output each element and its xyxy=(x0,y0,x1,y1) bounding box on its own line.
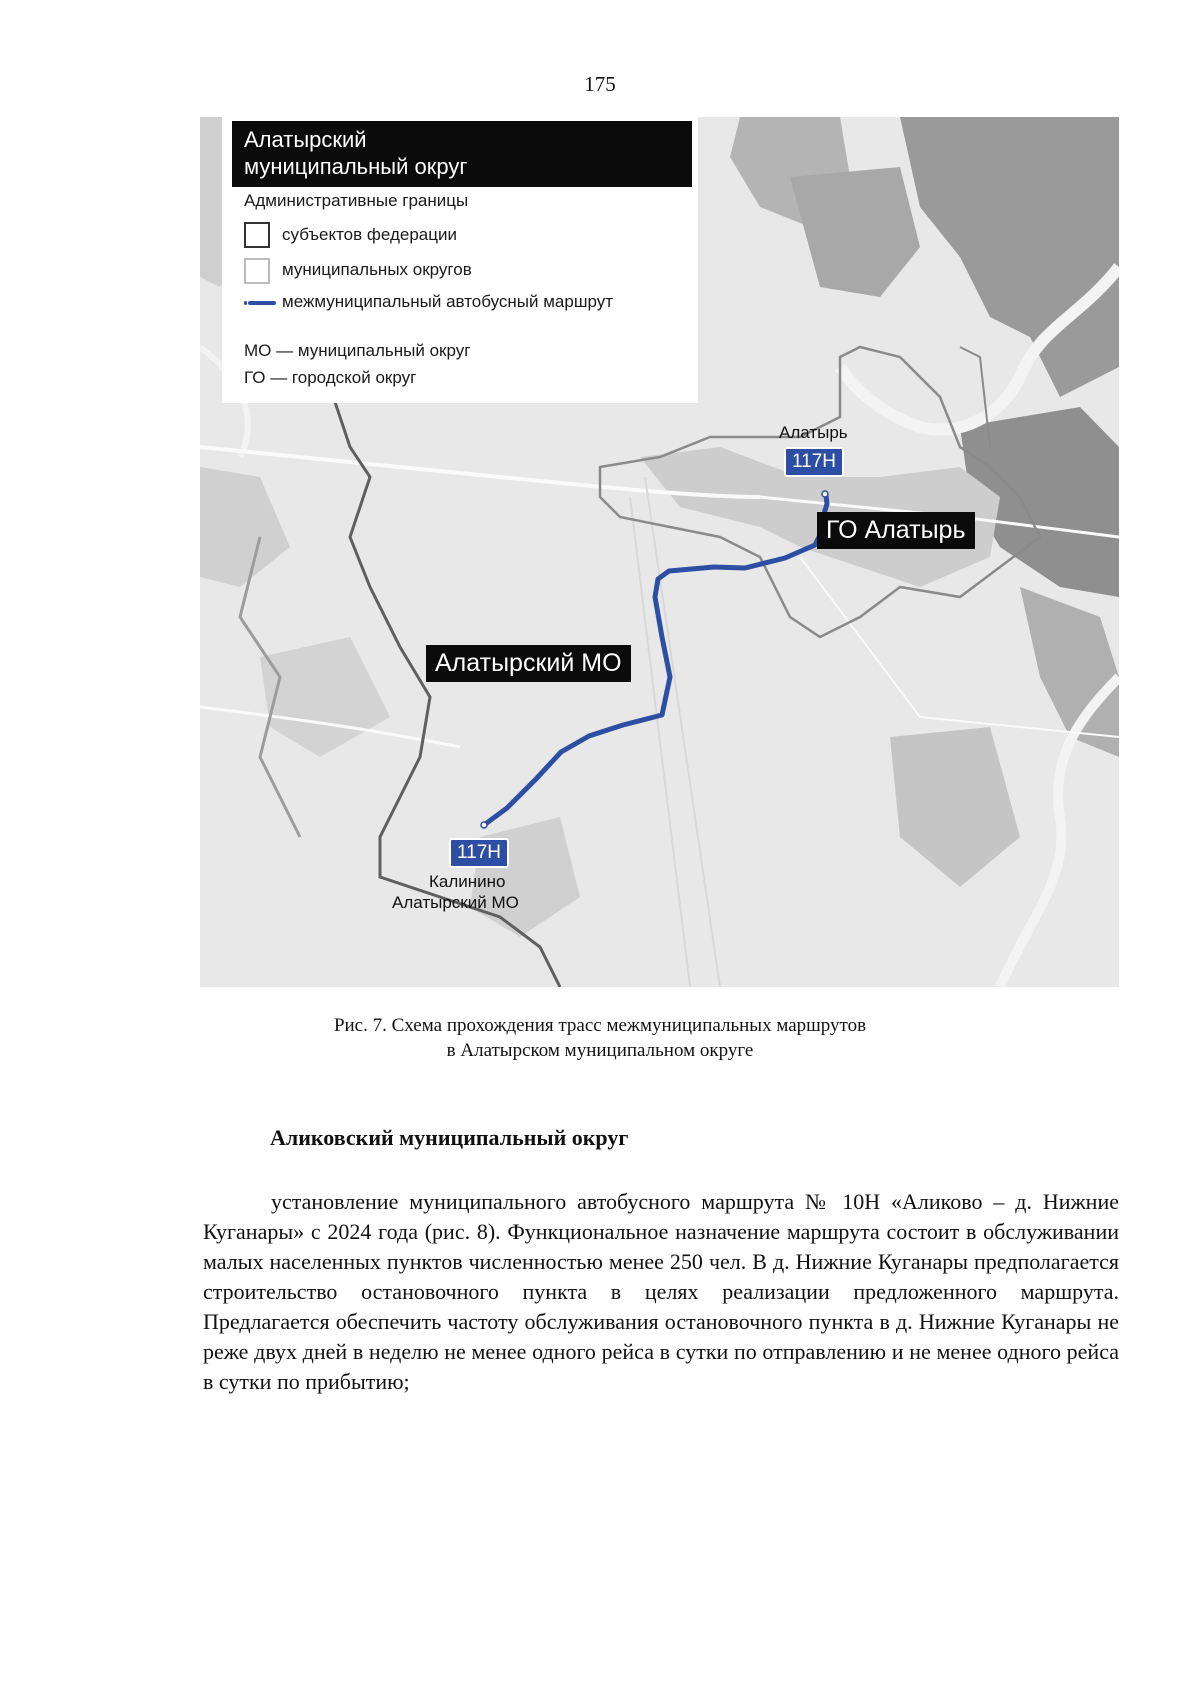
caption-line1: Рис. 7. Схема прохождения трасс межмуниципальных маршрутов xyxy=(333,1015,867,1036)
legend-abbr-go: ГО — городской округ xyxy=(244,368,417,387)
federal-boundary-icon xyxy=(244,222,270,248)
legend-bus-route: межмуниципальный автобусный маршрут xyxy=(282,292,614,311)
route-badge-alatyr: 117Н xyxy=(784,447,844,477)
map-legend xyxy=(222,117,698,403)
legend-title-line1: Алатырский xyxy=(244,127,367,152)
village-label-district: Алатырский МО xyxy=(392,893,519,912)
legend-municipal-districts: муниципальных округов xyxy=(282,260,472,279)
page-number: 175 xyxy=(584,72,616,96)
city-label-alatyr: Алатырь xyxy=(779,423,848,442)
legend-title-line2: муниципальный округ xyxy=(244,154,468,179)
route-map xyxy=(200,117,1119,987)
legend-title xyxy=(232,121,692,187)
legend-federal-subjects: субъектов федерации xyxy=(282,225,457,244)
village-label-kalinino: Калинино xyxy=(429,872,506,891)
body-paragraph xyxy=(203,1187,1119,1397)
legend-abbr-mo: МО — муниципальный округ xyxy=(244,341,471,360)
caption-line2: в Алатырском муниципальном округе xyxy=(446,1040,754,1061)
district-label-go-alatyr: ГО Алатырь xyxy=(817,512,975,549)
section-heading: Аликовский муниципальный округ xyxy=(270,1125,629,1150)
paragraph-text: установление муниципального автобусного маршрута № 10Н «Аликово – д. Нижние Куганары» с 2024 года (рис. 8). Функциональное назначение маршрута состоит в обслуживании малых населенных пунктов численностью менее 250 чел. В д. Нижние Куганары предполагается строительство остановочного пункта в целях реализации предложенного маршрута. Предлагается обеспечить частоту обслуживания остановочного пункта в д. Нижние Куганары не реже двух дней в неделю не менее одного рейса в сутки по отправлению и не менее одного рейса в сутки по прибытию; xyxy=(203,1189,1119,1394)
legend-boundaries-header: Административные границы xyxy=(244,191,469,210)
municipal-boundary-icon xyxy=(244,258,270,284)
route-badge-kalinino: 117Н xyxy=(449,838,509,868)
figure-caption xyxy=(0,1013,1200,1063)
bus-route-line-icon xyxy=(248,301,276,305)
district-label-alatyr-mo: Алатырский МО xyxy=(426,645,631,682)
